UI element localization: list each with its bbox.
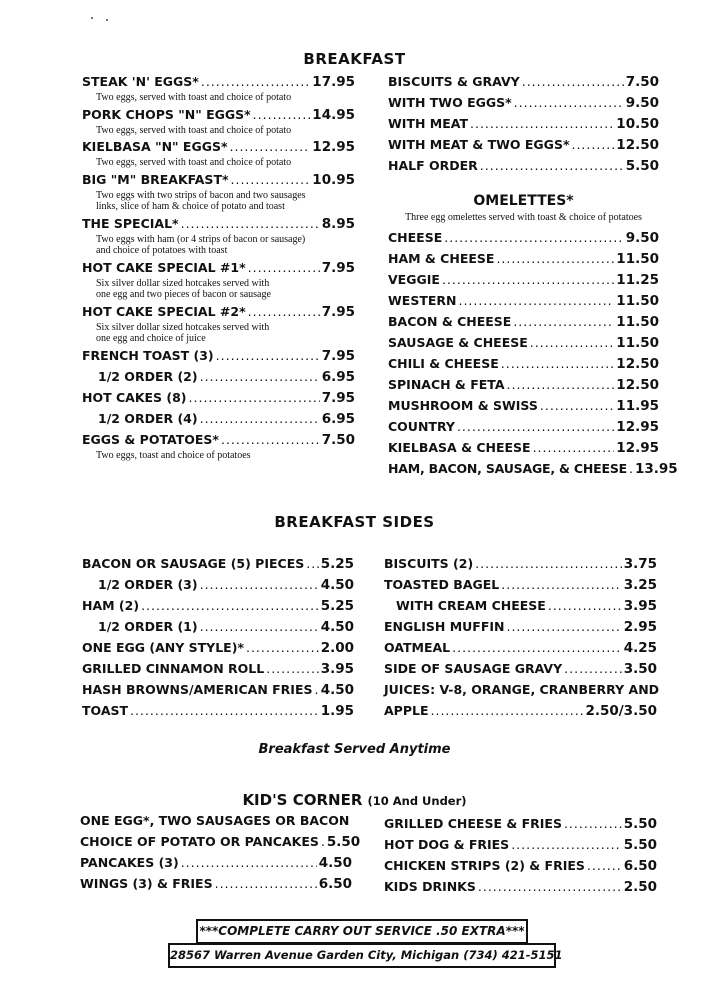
item-name: PORK CHOPS "N" EGGS* <box>82 106 251 122</box>
item-price: 4.50 <box>320 577 354 593</box>
item-name: KIELBASA "N" EGGS* <box>82 139 228 154</box>
item-name: ONE EGG (ANY STYLE)* <box>82 640 244 655</box>
item-name: TOASTED BAGEL <box>384 577 500 592</box>
item-name: BACON OR SAUSAGE (5) PIECES <box>82 556 305 571</box>
item-name: KIELBASA & CHEESE <box>388 439 531 455</box>
menu-item <box>82 637 354 658</box>
kids-left-column <box>80 810 361 894</box>
item-description: links, slice of ham & choice of potato and toast <box>96 201 285 212</box>
menu-item <box>82 366 355 387</box>
menu-item <box>82 616 354 637</box>
item-name: KIDS DRINKS <box>384 879 476 894</box>
item-price: 3.95 <box>623 598 657 614</box>
item-name: SAUSAGE & CHEESE <box>388 334 528 350</box>
menu-item <box>384 574 657 595</box>
item-name: OATMEAL <box>384 640 451 655</box>
menu-item <box>384 637 657 658</box>
item-name: CHICKEN STRIPS (2) & FRIES <box>384 858 585 873</box>
kids-right-column <box>384 813 657 897</box>
menu-item <box>388 374 659 395</box>
menu-item <box>388 395 659 416</box>
menu-item <box>388 71 659 92</box>
menu-item <box>80 810 352 831</box>
item-name: 1/2 ORDER (3) <box>98 577 198 592</box>
item-name: JUICES: V-8, ORANGE, CRANBERRY AND <box>384 682 660 697</box>
item-price: 10.50 <box>616 116 659 132</box>
item-description: Two eggs, served with toast and choice of potato <box>96 92 292 103</box>
sides-left-column <box>82 553 354 721</box>
item-name: HASH BROWNS/AMERICAN FRIES <box>82 682 313 697</box>
item-price: 7.95 <box>321 259 355 276</box>
menu-item <box>82 71 355 92</box>
item-name: SPINACH & FETA <box>388 376 505 392</box>
item-name: BACON & CHEESE <box>388 313 512 329</box>
item-name: 1/2 ORDER (1) <box>98 619 198 634</box>
item-description: Two eggs, toast and choice of potatoes <box>96 449 251 461</box>
item-price: 6.95 <box>321 368 355 385</box>
item-description: Six silver dollar sized hotcakes served with <box>96 277 270 289</box>
item-price: 13.95 <box>634 460 678 477</box>
item-price: 6.50 <box>318 876 352 892</box>
menu-item <box>388 92 659 113</box>
item-name: STEAK 'N' EGGS* <box>82 74 199 89</box>
menu-item <box>388 134 659 155</box>
item-name: HALF ORDER <box>388 158 478 173</box>
item-name: 1/2 ORDER (2) <box>98 368 198 384</box>
item-price: 3.95 <box>320 661 354 677</box>
menu-item <box>80 831 361 852</box>
item-price: 7.95 <box>321 389 355 406</box>
menu-item <box>388 227 659 248</box>
menu-item <box>80 873 352 894</box>
item-name: HOT CAKES (8) <box>82 389 187 405</box>
menu-item <box>388 113 659 134</box>
breakfast-left-column <box>82 71 355 461</box>
menu-item <box>82 257 355 278</box>
item-name: WESTERN <box>388 292 457 308</box>
item-name: COUNTRY <box>388 418 455 434</box>
menu-item <box>388 248 659 269</box>
item-name: BISCUITS & GRAVY <box>388 74 520 89</box>
item-price: 8.95 <box>321 215 355 232</box>
item-name: TOAST <box>82 703 129 718</box>
item-price: 5.25 <box>320 598 354 614</box>
menu-item <box>82 136 355 157</box>
menu-item <box>82 553 354 574</box>
item-name: WITH MEAT & TWO EGGS* <box>388 137 570 152</box>
menu-item <box>384 813 657 834</box>
item-description: and choice of potatoes with toast <box>96 245 228 256</box>
item-name: WITH MEAT <box>388 116 468 131</box>
item-price: 9.50 <box>625 229 659 246</box>
item-price: 12.50 <box>616 355 659 372</box>
item-price: 7.50 <box>625 74 659 90</box>
item-price: 4.25 <box>623 640 657 656</box>
item-price: 14.95 <box>312 106 355 123</box>
menu-item <box>82 408 355 429</box>
item-price: 11.95 <box>616 397 659 414</box>
item-price: 2.00 <box>320 640 354 656</box>
kids-title: KID'S CORNER <box>242 791 363 809</box>
item-description: Two eggs with ham (or 4 strips of bacon or sausage) <box>96 233 306 245</box>
item-name: BISCUITS (2) <box>384 556 474 571</box>
menu-item <box>82 169 355 190</box>
item-price: 7.95 <box>321 347 355 364</box>
kids-age-note: (10 And Under) <box>367 794 467 808</box>
item-price: 2.50 <box>623 879 657 895</box>
item-name: HOT CAKE SPECIAL #1* <box>82 259 246 275</box>
menu-item <box>384 553 657 574</box>
item-price: 11.50 <box>616 334 659 351</box>
item-price: 12.95 <box>616 439 659 456</box>
item-price: 12.50 <box>616 376 659 393</box>
item-name: CHILI & CHEESE <box>388 355 499 371</box>
menu-item <box>82 700 354 721</box>
item-name: VEGGIE <box>388 271 440 287</box>
menu-item <box>384 595 657 616</box>
item-price: 3.50 <box>623 661 657 677</box>
sides-right-column <box>384 553 660 721</box>
item-price: 5.50 <box>326 834 361 850</box>
item-price: 5.25 <box>320 556 354 572</box>
menu-item <box>82 104 355 125</box>
item-description: Two eggs with two strips of bacon and two sausages <box>96 189 306 201</box>
menu-item <box>82 387 355 408</box>
item-price: 3.75 <box>623 556 657 572</box>
menu-item <box>388 416 659 437</box>
breakfast-heading: BREAKFAST <box>303 50 406 68</box>
item-name: FRENCH TOAST (3) <box>82 347 214 363</box>
item-price: 9.50 <box>625 95 659 111</box>
item-price: 11.25 <box>616 271 659 288</box>
item-name: ONE EGG*, TWO SAUSAGES OR BACON <box>80 813 350 828</box>
menu-item <box>388 311 659 332</box>
menu-item <box>388 155 659 176</box>
menu-item <box>384 855 657 876</box>
menu-item <box>82 595 354 616</box>
menu-item <box>82 574 354 595</box>
item-price: 11.50 <box>616 313 659 330</box>
item-name: GRILLED CHEESE & FRIES <box>384 816 562 831</box>
item-name: PANCAKES (3) <box>80 855 179 870</box>
menu-item <box>82 345 355 366</box>
item-name: HAM, BACON, SAUSAGE, & CHEESE <box>388 460 627 476</box>
item-price: 17.95 <box>312 74 355 90</box>
omelettes-heading: OMELETTES* <box>473 193 574 209</box>
menu-item <box>384 876 657 897</box>
item-price: 6.50 <box>623 858 657 874</box>
breakfast-served-anytime: Breakfast Served Anytime <box>258 742 451 757</box>
menu-item <box>384 834 657 855</box>
omelettes-description: Three egg omelettes served with toast & choice of potatoes <box>405 212 642 223</box>
menu-item <box>388 269 659 290</box>
item-name: APPLE <box>384 703 429 718</box>
item-price: 12.95 <box>312 139 355 155</box>
item-name: GRILLED CINNAMON ROLL <box>82 661 265 676</box>
item-price: 10.95 <box>312 171 355 188</box>
item-price: 4.50 <box>320 619 354 635</box>
item-price: 5.50 <box>625 158 659 174</box>
item-name: HAM & CHEESE <box>388 250 495 266</box>
item-name: HAM (2) <box>82 598 140 613</box>
menu-item <box>388 290 659 311</box>
menu-item <box>384 658 657 679</box>
menu-item <box>82 301 355 322</box>
item-name: HOT DOG & FRIES <box>384 837 510 852</box>
item-price: 5.50 <box>623 837 657 853</box>
menu-item <box>82 429 355 450</box>
item-price: 4.50 <box>318 855 352 871</box>
breakfast-right-column <box>388 71 678 479</box>
item-name: CHOICE OF POTATO OR PANCAKES <box>80 834 319 849</box>
menu-item <box>82 679 354 700</box>
item-name: BIG "M" BREAKFAST* <box>82 171 229 187</box>
item-price: 6.95 <box>321 410 355 427</box>
menu-item <box>388 458 678 479</box>
item-description: Two eggs, served with toast and choice of potato <box>96 157 292 168</box>
item-name: ENGLISH MUFFIN <box>384 619 505 634</box>
item-name: WINGS (3) & FRIES <box>80 876 213 891</box>
item-price: 5.50 <box>623 816 657 832</box>
item-price: 4.50 <box>320 682 354 698</box>
item-name: THE SPECIAL* <box>82 215 179 231</box>
item-description: Two eggs, served with toast and choice of potato <box>96 124 292 136</box>
kids-corner-heading <box>0 790 709 809</box>
item-name: CHEESE <box>388 229 443 245</box>
item-name: EGGS & POTATOES* <box>82 431 219 447</box>
print-mark <box>106 19 108 21</box>
item-price: 12.50 <box>616 137 659 153</box>
item-price: 1.95 <box>320 703 354 719</box>
menu-item <box>388 437 659 458</box>
menu-item <box>384 616 657 637</box>
item-description: one egg and two pieces of bacon or sausage <box>96 289 271 300</box>
item-description: one egg and choice of juice <box>96 333 206 344</box>
menu-item <box>388 332 659 353</box>
item-price: 2.95 <box>623 619 657 635</box>
menu-item <box>82 658 354 679</box>
item-price: 2.50/3.50 <box>585 703 657 719</box>
item-price: 7.50 <box>321 431 355 448</box>
sides-heading: BREAKFAST SIDES <box>274 513 435 531</box>
item-price: 11.50 <box>616 250 659 267</box>
item-name: SIDE OF SAUSAGE GRAVY <box>384 661 563 676</box>
item-price: 11.50 <box>616 292 659 309</box>
item-description: Six silver dollar sized hotcakes served with <box>96 321 270 333</box>
menu-item <box>82 213 355 234</box>
print-mark <box>91 17 93 19</box>
item-name: WITH TWO EGGS* <box>388 95 512 110</box>
item-name: MUSHROOM & SWISS <box>388 397 538 413</box>
menu-item <box>80 852 352 873</box>
carry-out-banner: ***COMPLETE CARRY OUT SERVICE .50 EXTRA*** <box>196 919 528 944</box>
menu-item <box>384 700 657 721</box>
item-price: 12.95 <box>616 418 659 435</box>
item-price: 3.25 <box>623 577 657 593</box>
item-price: 7.95 <box>321 303 355 320</box>
menu-item <box>388 353 659 374</box>
menu-item <box>384 679 660 700</box>
address-banner: 28567 Warren Avenue Garden City, Michigan (734) 421-5151 <box>168 943 556 968</box>
item-name: 1/2 ORDER (4) <box>98 410 198 426</box>
item-name: HOT CAKE SPECIAL #2* <box>82 303 246 319</box>
item-name: WITH CREAM CHEESE <box>396 598 546 613</box>
